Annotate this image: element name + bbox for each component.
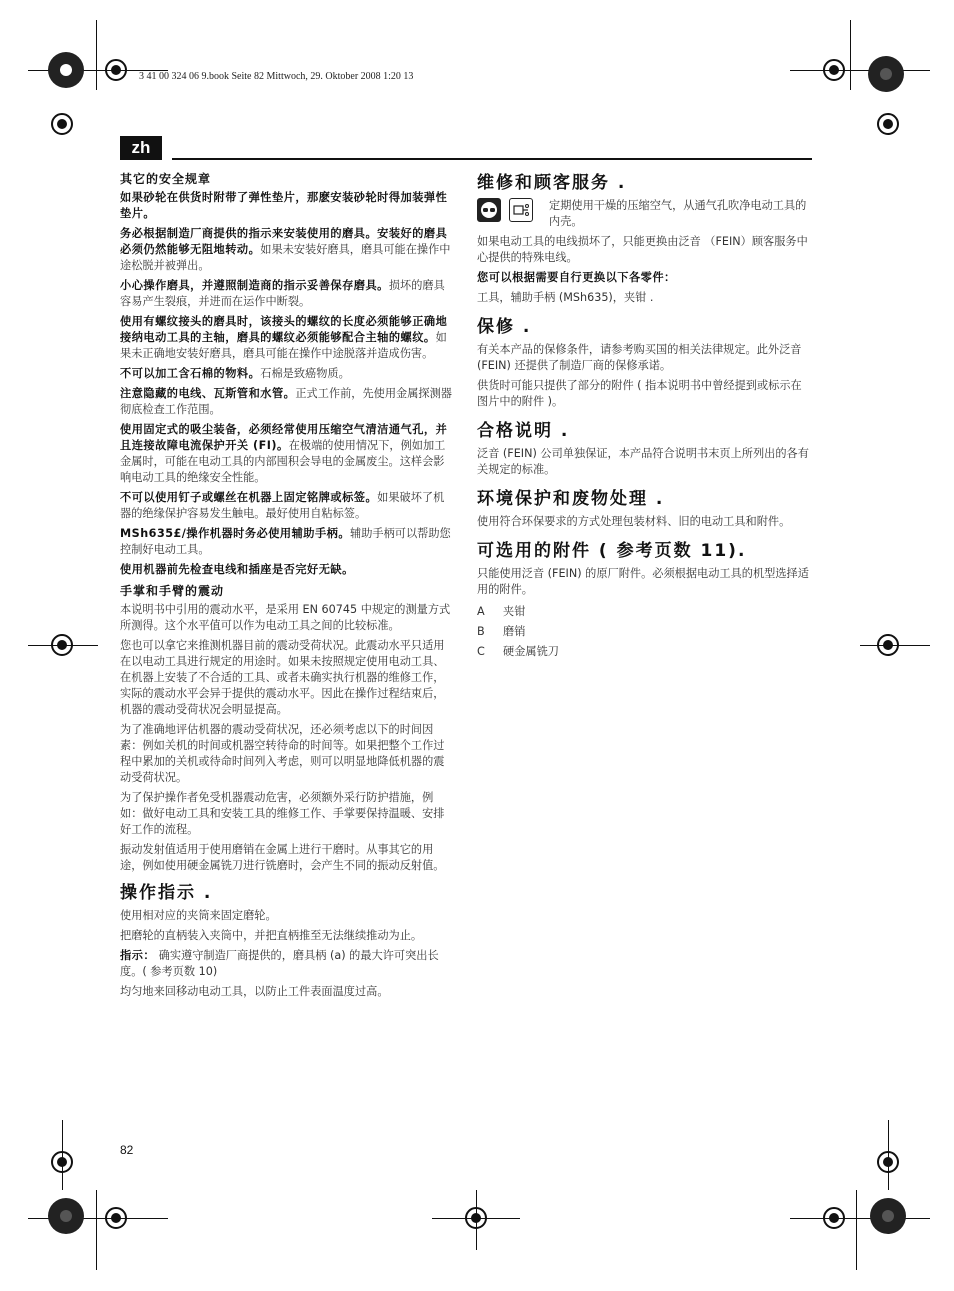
safety-goggles-icon (477, 198, 501, 222)
rule-text: 正式工作前，先使用金属探测器彻底检查工作范围。 (120, 387, 452, 416)
vibration-paragraph: 您也可以拿它来推测机器目前的震动受荷状况。此震动水平只适用在以电动工具进行规定的用途时。如果未按照规定使用电动工具、在机器上安装了不合适的工具、或者未确实执行机器的维修工作，实际的震动水平会异于提供的震动水平。因此在操作过程结束后，机器的震动受荷状况会明显提高。 (120, 639, 445, 716)
rule-bold: 注意隐藏的电线、瓦斯管和水管。 (120, 387, 296, 400)
left-column (120, 170, 452, 1004)
file-header-line: 3 41 00 324 06 9.book Seite 82 Mittwoch, 29. Oktober 2008 1:20 13 (139, 71, 414, 82)
item-key: A (477, 605, 485, 618)
item-label: 硬金属铣刀 (503, 645, 559, 658)
rule-paragraph (120, 490, 452, 522)
rule-text: 如果未安装好磨具，磨具可能在操作中途松脱并被弹出。 (120, 243, 451, 272)
heading-conformity: 合格说明 . (477, 421, 570, 441)
item-label: 夹钳 (503, 605, 526, 618)
rule-paragraph (120, 190, 452, 222)
note-text: 确实遵守制造厂商提供的，磨具柄 (a) 的最大许可突出长度。( 参考页数 10) (120, 949, 439, 978)
vibration-paragraph: 本说明书中引用的震动水平，是采用 EN 60745 中规定的测量方式所测得。这个水平值可以作为电动工具之间的比较标准。 (120, 603, 451, 632)
service-icons-row (477, 198, 811, 230)
accessories-paragraph: 只能使用泛音 (FEIN) 的原厂附件。必须根据电动工具的机型选择适用的附件。 (477, 567, 809, 596)
item-key: B (477, 625, 485, 638)
heading-accessories: 可选用的附件 ( 参考页数 11). (477, 541, 747, 561)
compressed-air-icon (509, 198, 533, 222)
operation-paragraph: 使用相对应的夹筒来固定磨轮。 (120, 909, 277, 922)
list-item (477, 602, 811, 622)
service-parts-list: 工具，辅助手柄 (MSh635)，夹钳 . (477, 291, 654, 304)
rule-text: 如果未正确地安装好磨具，磨具可能在操作中途脱落并造成伤害。 (120, 331, 447, 360)
rule-paragraph (120, 526, 452, 558)
heading-vibration: 手掌和手臂的震动 (120, 584, 225, 598)
vibration-paragraph: 振动发射值适用于使用磨销在金属上进行干磨时。从事其它的用途，例如使用硬金属铣刀进行铣磨时，会产生不同的振动反射值。 (120, 843, 445, 872)
rule-bold: 小心操作磨具，并遵照制造商的指示妥善保存磨具。 (120, 279, 389, 292)
heading-operation: 操作指示 . (120, 883, 213, 903)
rule-bold: 不可以使用钉子或螺丝在机器上固定铭牌或标签。 (120, 491, 378, 504)
operation-paragraph (120, 948, 452, 980)
rule-bold: 务必根据制造厂商提供的指示来安装使用的磨具。安装好的磨具必须仍然能够无阻地转动。 (120, 227, 448, 256)
rule-bold: 使用有螺纹接头的磨具时，该接头的螺纹的长度必须能够正确地接纳电动工具的主轴，磨具的螺纹必须能够配合主轴的螺纹。 (120, 315, 448, 344)
rule-paragraph (120, 226, 452, 274)
list-item (477, 622, 811, 642)
operation-paragraph: 把磨轮的直柄装入夹筒中，并把直柄推至无法继续推动为止。 (120, 929, 423, 942)
item-label: 磨销 (503, 625, 526, 638)
vibration-paragraph: 为了准确地评估机器的震动受荷状况，还必须考虑以下的时间因素：例如关机的时间或机器空转待命的时间等。如果把整个工作过程中累加的关机或待命时间列入考虑，则可以明显地降低机器的震动受荷状况。 (120, 723, 445, 784)
rule-text: 如果破坏了机器的绝缘保护容易发生触电。最好使用自粘标签。 (120, 491, 445, 520)
conformity-paragraph: 泛音 (FEIN) 公司单独保证，本产品符合说明书末页上所列出的各有关规定的标准。 (477, 447, 809, 476)
rule-text: 损坏的磨具容易产生裂痕，并进而在运作中断裂。 (120, 279, 445, 308)
heading-environment: 环境保护和废物处理 . (477, 489, 665, 509)
rule-paragraph (120, 314, 452, 362)
parts-label-bold: 您可以根据需要自行更换以下各零件： (477, 271, 676, 284)
language-tag: zh (120, 136, 162, 160)
rule-bold: 如果砂轮在供货时附带了弹性垫片，那麽安装砂轮时得加装弹性垫片。 (120, 191, 448, 220)
accessories-list (477, 602, 811, 662)
heading-other-rules: 其它的安全规章 (120, 172, 212, 186)
rule-paragraph (120, 366, 452, 382)
environment-paragraph: 使用符合环保要求的方式处理包装材料、旧的电动工具和附件。 (477, 515, 791, 528)
rule-paragraph (120, 562, 452, 578)
rule-paragraph (120, 278, 452, 310)
right-column (477, 172, 811, 662)
operation-paragraph: 均匀地来回移动电动工具，以防止工件表面温度过高。 (120, 985, 389, 998)
rule-paragraph (120, 386, 452, 418)
rule-text: 石棉是致癌物质。 (260, 367, 350, 380)
heading-warranty: 保修 . (477, 317, 532, 337)
rule-paragraph (120, 422, 452, 486)
heading-service: 维修和顾客服务 . (477, 173, 627, 193)
service-paragraph: 定期使用干燥的压缩空气，从通气孔吹净电动工具的内壳。 (549, 199, 807, 228)
service-parts-label (477, 270, 811, 286)
item-key: C (477, 645, 485, 658)
vibration-paragraph: 为了保护操作者免受机器震动危害，必须额外采行防护措施，例如：做好电动工具和安装工具的维修工作、手掌要保持温暖、安排好工作的流程。 (120, 791, 445, 836)
rule-bold: MSh635£/操作机器时务必使用辅助手柄。 (120, 527, 351, 540)
rule-bold: 不可以加工含石棉的物料。 (120, 367, 261, 380)
list-item (477, 642, 811, 662)
warranty-paragraph: 有关本产品的保修条件，请参考购买国的相关法律规定。此外泛音 (FEIN) 还提供了制造厂商的保修承诺。 (477, 343, 802, 372)
rule-bold: 使用机器前先检查电线和插座是否完好无缺。 (120, 563, 354, 576)
warranty-paragraph: 供货时可能只提供了部分的附件 ( 指本说明书中曾经提到或标示在图片中的附件 )。 (477, 379, 802, 408)
rule-text: 在极端的使用情况下，例如加工金属时，可能在电动工具的内部囤积会导电的金属废尘。这样会影响电动工具的绝缘安全性能。 (120, 439, 446, 484)
rule-text: 辅助手柄可以帮助您控制好电动工具。 (120, 527, 451, 556)
rule-bold: 使用固定式的吸尘装备，必须经常使用压缩空气清洁通气孔，并且连接故障电流保护开关 (FI)。 (120, 423, 448, 452)
note-label: 指示： (120, 949, 156, 962)
top-rule (172, 158, 812, 160)
service-paragraph: 如果电动工具的电线损坏了，只能更换由泛音 （FEIN）顾客服务中心提供的特殊电线。 (477, 235, 808, 264)
page-number: 82 (120, 1143, 134, 1157)
